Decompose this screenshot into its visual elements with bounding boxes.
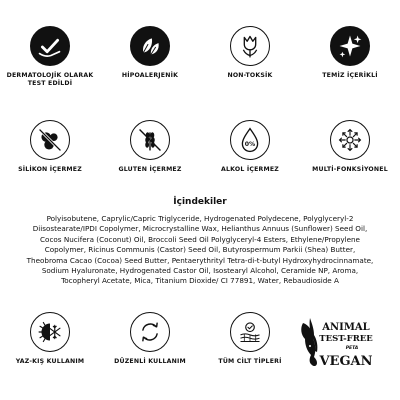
feature-silicone-free	[0, 120, 100, 174]
feature-label: SİLİKON İÇERMEZ	[18, 166, 82, 173]
feature-label: MULTİ-FONKSİYONEL	[312, 166, 388, 173]
peta-text: PETA	[345, 346, 359, 351]
feature-gluten-free	[100, 120, 200, 174]
feature-all-skin-types	[200, 312, 300, 366]
bunny-icon	[301, 318, 317, 366]
feature-label: HİPOALERJENİK	[121, 72, 179, 79]
feature-regular-use	[100, 312, 200, 366]
feature-label: NON-TOKSİK	[227, 72, 273, 79]
refresh-icon	[130, 312, 170, 352]
feature-non-toxic	[200, 26, 300, 80]
feature-hypoallergenic	[100, 26, 200, 80]
feature-clean-ingredients	[300, 26, 400, 80]
alcohol-percent-text: 0%	[244, 141, 256, 149]
alcohol-drop-icon	[230, 120, 270, 160]
feature-alcohol-free	[200, 120, 300, 174]
feature-multi-functional	[300, 120, 400, 174]
feature-label: TEMİZ İÇERİKLİ	[322, 72, 378, 79]
skin-types-icon	[230, 312, 270, 352]
feature-label: GLUTEN İÇERMEZ	[118, 166, 182, 173]
feature-label: DERMATOLOJİK OLARAK TEST EDİLDİ	[6, 72, 94, 87]
sparkle-icon	[330, 26, 370, 66]
vegan-text: VEGAN	[319, 354, 373, 369]
ingredients-text: Polyisobutene, Caprylic/Capric Triglyceride, Hydrogenated Polydecene, Polyglyceryl-2 Diisostearate/IPDI Copolymer, Microcrystalline Wax, Helianthus Annuus (Sunflower) Seed Oil, Cocos Nucifera (Coconut) Oil, Broccoli Seed Oil Polyglyceryl-4 Esters, Ethylene/Propylene Copolymer, Ricinus Communis (Castor) Seed Oil, Butyrospermum Parkii (Shea) Butter, Theobroma Cacao (Cocoa) Seed Butter, Pentaerythrityl Tetra-di-t-butyl Hydroxyhydrocinnamate, Sodium Hyaluronate, Hydrogenated Castor Oil, Isostearyl Alcohol, Ceramide NP, Aroma, Tocopheryl Acetate, Mica, Titanium Dioxide/ CI 77891, Water, Rebaudioside A	[26, 214, 374, 286]
tulip-icon	[230, 26, 270, 66]
feature-label: DÜZENLİ KULLANIM	[114, 358, 186, 365]
no-silicone-icon	[30, 120, 70, 160]
multi-arrows-icon	[330, 120, 370, 160]
feature-label: YAZ-KIŞ KULLANIM	[15, 358, 85, 365]
leaves-icon	[130, 26, 170, 66]
feature-label: ALKOL İÇERMEZ	[221, 166, 279, 173]
ingredients-title: İçindekiler	[173, 197, 227, 207]
animal-test-free-vegan-logo	[300, 315, 380, 375]
no-gluten-icon	[130, 120, 170, 160]
feature-dermatologically-tested	[0, 26, 100, 88]
test-free-text: TEST-FREE	[319, 334, 373, 344]
check-hand-icon	[30, 26, 70, 66]
animal-text: ANIMAL	[322, 322, 370, 333]
sun-snow-icon	[30, 312, 70, 352]
feature-summer-winter-use	[0, 312, 100, 366]
feature-label: TÜM CİLT TİPLERİ	[218, 358, 282, 365]
